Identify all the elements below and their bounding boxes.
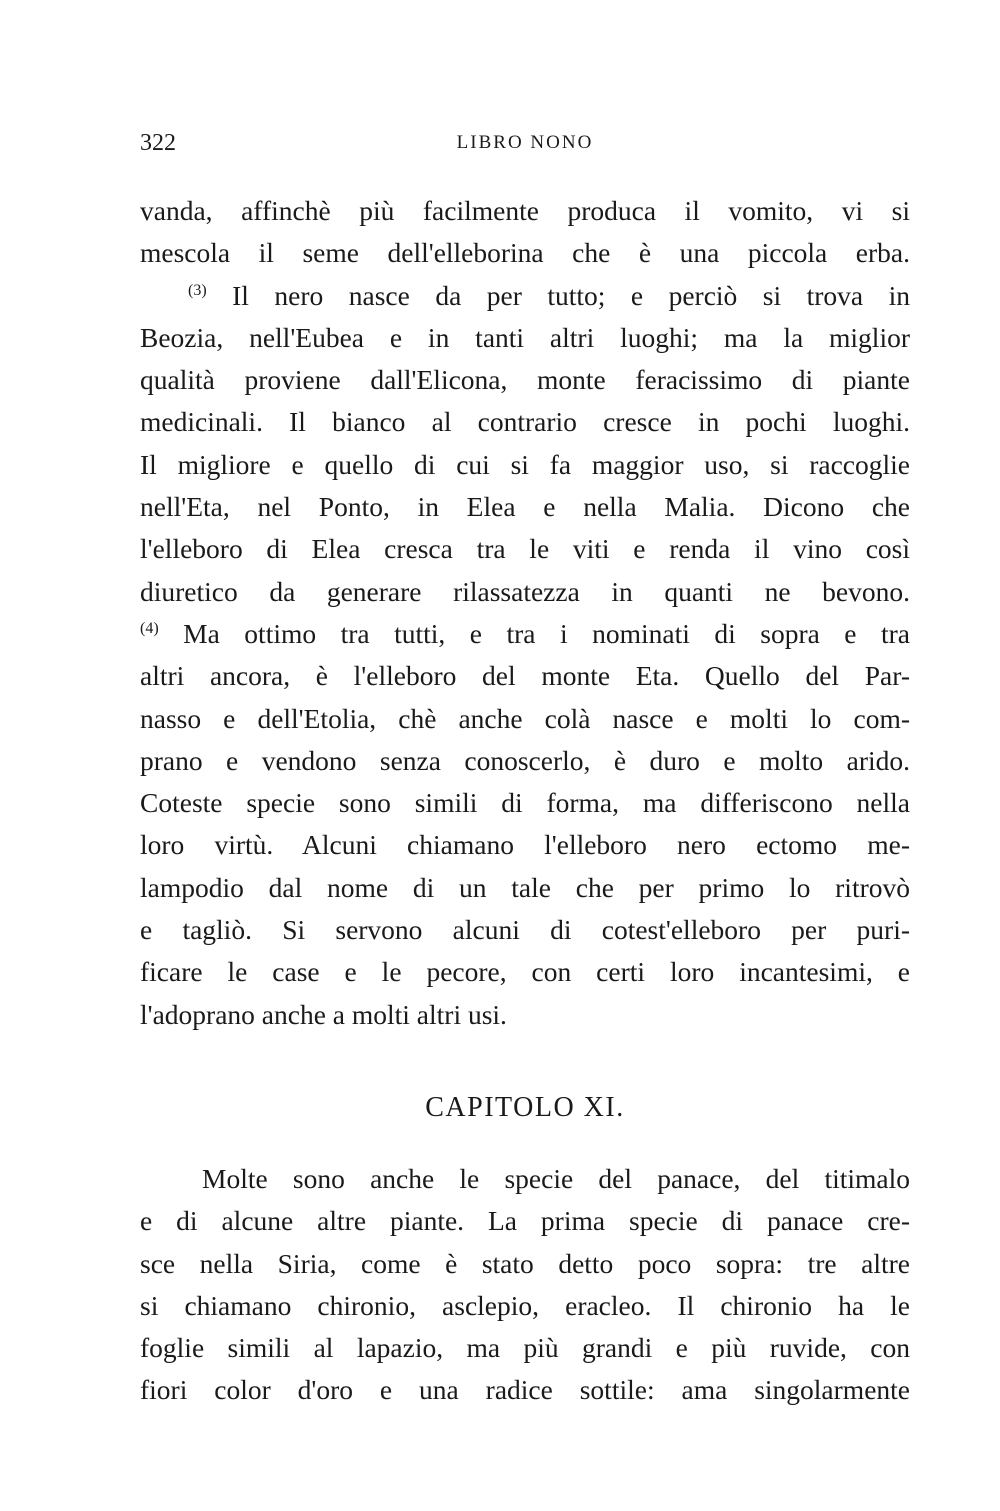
chapter-heading: CAPITOLO XI.	[425, 1092, 625, 1123]
running-head	[140, 130, 910, 160]
text-line: si chiamano chironio, asclepio, eracleo. Il chironio ha le	[140, 1289, 910, 1321]
text-line: fiori color d'oro e una radice sottile: ama singolarmente	[140, 1374, 910, 1406]
body-text-bottom	[140, 1158, 910, 1412]
text-line-content: Ma ottimo tra tutti, e tra i nominati di sopra e tra	[183, 617, 910, 649]
footnote-marker-4: (4)	[140, 619, 159, 637]
text-line: Beozia, nell'Eubea e in tanti altri luoghi; ma la miglior	[140, 321, 910, 353]
text-line: Molte sono anche le specie del panace, del titimalo	[202, 1163, 910, 1194]
text-line: e tagliò. Si servono alcuni di cotest'elleboro per puri-	[140, 914, 910, 946]
text-line: nell'Eta, nel Ponto, in Elea e nella Malia. Dicono che	[140, 491, 910, 523]
text-line: nasso e dell'Etolia, chè anche colà nasce e molti lo com-	[140, 702, 910, 734]
text-line: ficare le case e le pecore, con certi loro incantesimi, e	[140, 956, 910, 988]
text-line: foglie simili al lapazio, ma più grandi e più ruvide, con	[140, 1332, 910, 1364]
text-line: diuretico da generare rilassatezza in quanti ne bevono.	[140, 575, 910, 607]
text-line: medicinali. Il bianco al contrario cresce in pochi luoghi.	[140, 406, 910, 438]
text-line-note-4	[140, 613, 910, 655]
text-line: l'adoprano anche a molti altri usi.	[140, 998, 507, 1030]
text-line: mescola il seme dell'elleborina che è una piccola erba.	[140, 237, 910, 269]
text-line: vanda, affinchè più facilmente produca il vomito, vi si	[140, 195, 910, 226]
body-text-top	[140, 190, 910, 1036]
text-line: qualità proviene dall'Elicona, monte feracissimo di piante	[140, 364, 910, 396]
text-line-content: Il nero nasce da per tutto; e perciò si trova in	[232, 279, 910, 311]
text-line: lampodio dal nome di un tale che per primo lo ritrovò	[140, 871, 910, 903]
text-line: loro virtù. Alcuni chiamano l'elleboro nero ectomo me-	[140, 829, 910, 861]
text-line: altri ancora, è l'elleboro del monte Eta. Quello del Par-	[140, 660, 910, 692]
text-line: Coteste specie sono simili di forma, ma differiscono nella	[140, 787, 910, 819]
text-line: l'elleboro di Elea cresca tra le viti e renda il vino così	[140, 533, 910, 565]
running-title: LIBRO NONO	[456, 132, 594, 153]
text-line-note-3	[140, 275, 910, 317]
text-line: e di alcune altre piante. La prima specie di panace cre-	[140, 1205, 910, 1237]
text-line: Il migliore e quello di cui si fa maggior uso, si raccoglie	[140, 448, 910, 480]
text-line: prano e vendono senza conoscerlo, è duro e molto arido.	[140, 744, 910, 776]
page-number: 322	[140, 130, 176, 156]
footnote-marker-3: (3)	[188, 281, 207, 299]
text-line: sce nella Siria, come è stato detto poco sopra: tre altre	[140, 1247, 910, 1279]
